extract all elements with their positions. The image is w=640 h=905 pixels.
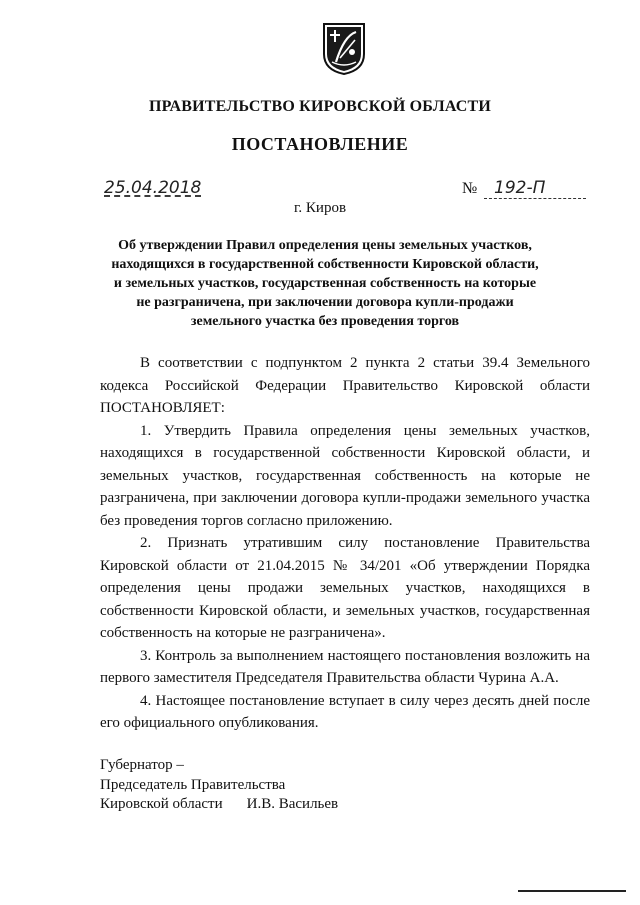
subject-line: и земельных участков, государственная собственность на которые <box>113 276 537 291</box>
clause-paragraph-4: 4. Настоящее постановление вступает в силу через десять дней после его официального опубликования. <box>100 692 590 731</box>
number-label: № <box>462 180 478 197</box>
organization-title: ПРАВИТЕЛЬСТВО КИРОВСКОЙ ОБЛАСТИ <box>148 98 492 115</box>
document-body <box>100 352 590 735</box>
city-name: г. Киров <box>293 200 347 216</box>
signature-title-line: Губернатор – <box>100 757 184 773</box>
subject-line: земельного участка без проведения торгов <box>190 314 460 329</box>
clause-paragraph-1: 1. Утвердить Правила определения цены земельных участков, находящихся в государственной собственности Кировской области, и земельных участков, государственная собственность на которые не разграничена, при заключении договора купли-продажи земельного участка без проведения торгов согласно приложению. <box>100 422 590 529</box>
preamble-paragraph: В соответствии с подпунктом 2 пункта 2 статьи 39.4 Земельного кодекса Российской Федерации Правительство Кировской области ПОСТАНОВЛЯЕТ: <box>100 355 590 416</box>
signature-block <box>100 756 338 815</box>
subject-line: находящихся в государственной собственности Кировской области, <box>111 257 539 272</box>
footer-rule <box>518 890 626 892</box>
clause-paragraph-3: 3. Контроль за выполнением настоящего постановления возложить на первого заместителя Председателя Правительства области Чурина А.А. <box>100 647 590 686</box>
document-type-title: ПОСТАНОВЛЕНИЕ <box>231 134 409 154</box>
clause-paragraph-2: 2. Признать утратившим силу постановление Правительства Кировской области от 21.04.2015 № 34/201 «Об утверждении Порядка определения цены продажи земельных участков, находящихся в собственности Кировской области, и земельных участков, государственная собственность на которые не разграничена». <box>100 535 590 641</box>
document-date: 25.04.2018 <box>104 178 202 198</box>
document-number: 192-П <box>484 178 586 199</box>
signatory-name: И.В. Васильев <box>246 796 339 812</box>
coat-of-arms-icon <box>322 22 366 76</box>
subject-line: не разграничена, при заключении договора купли-продажи <box>136 295 514 310</box>
signature-title-line <box>100 795 338 815</box>
subject-line: Об утверждении Правил определения цены земельных участков, <box>118 238 532 253</box>
signature-title-line: Председатель Правительства <box>100 776 286 793</box>
signature-region: Кировской области <box>100 796 223 812</box>
document-subject <box>100 236 550 331</box>
